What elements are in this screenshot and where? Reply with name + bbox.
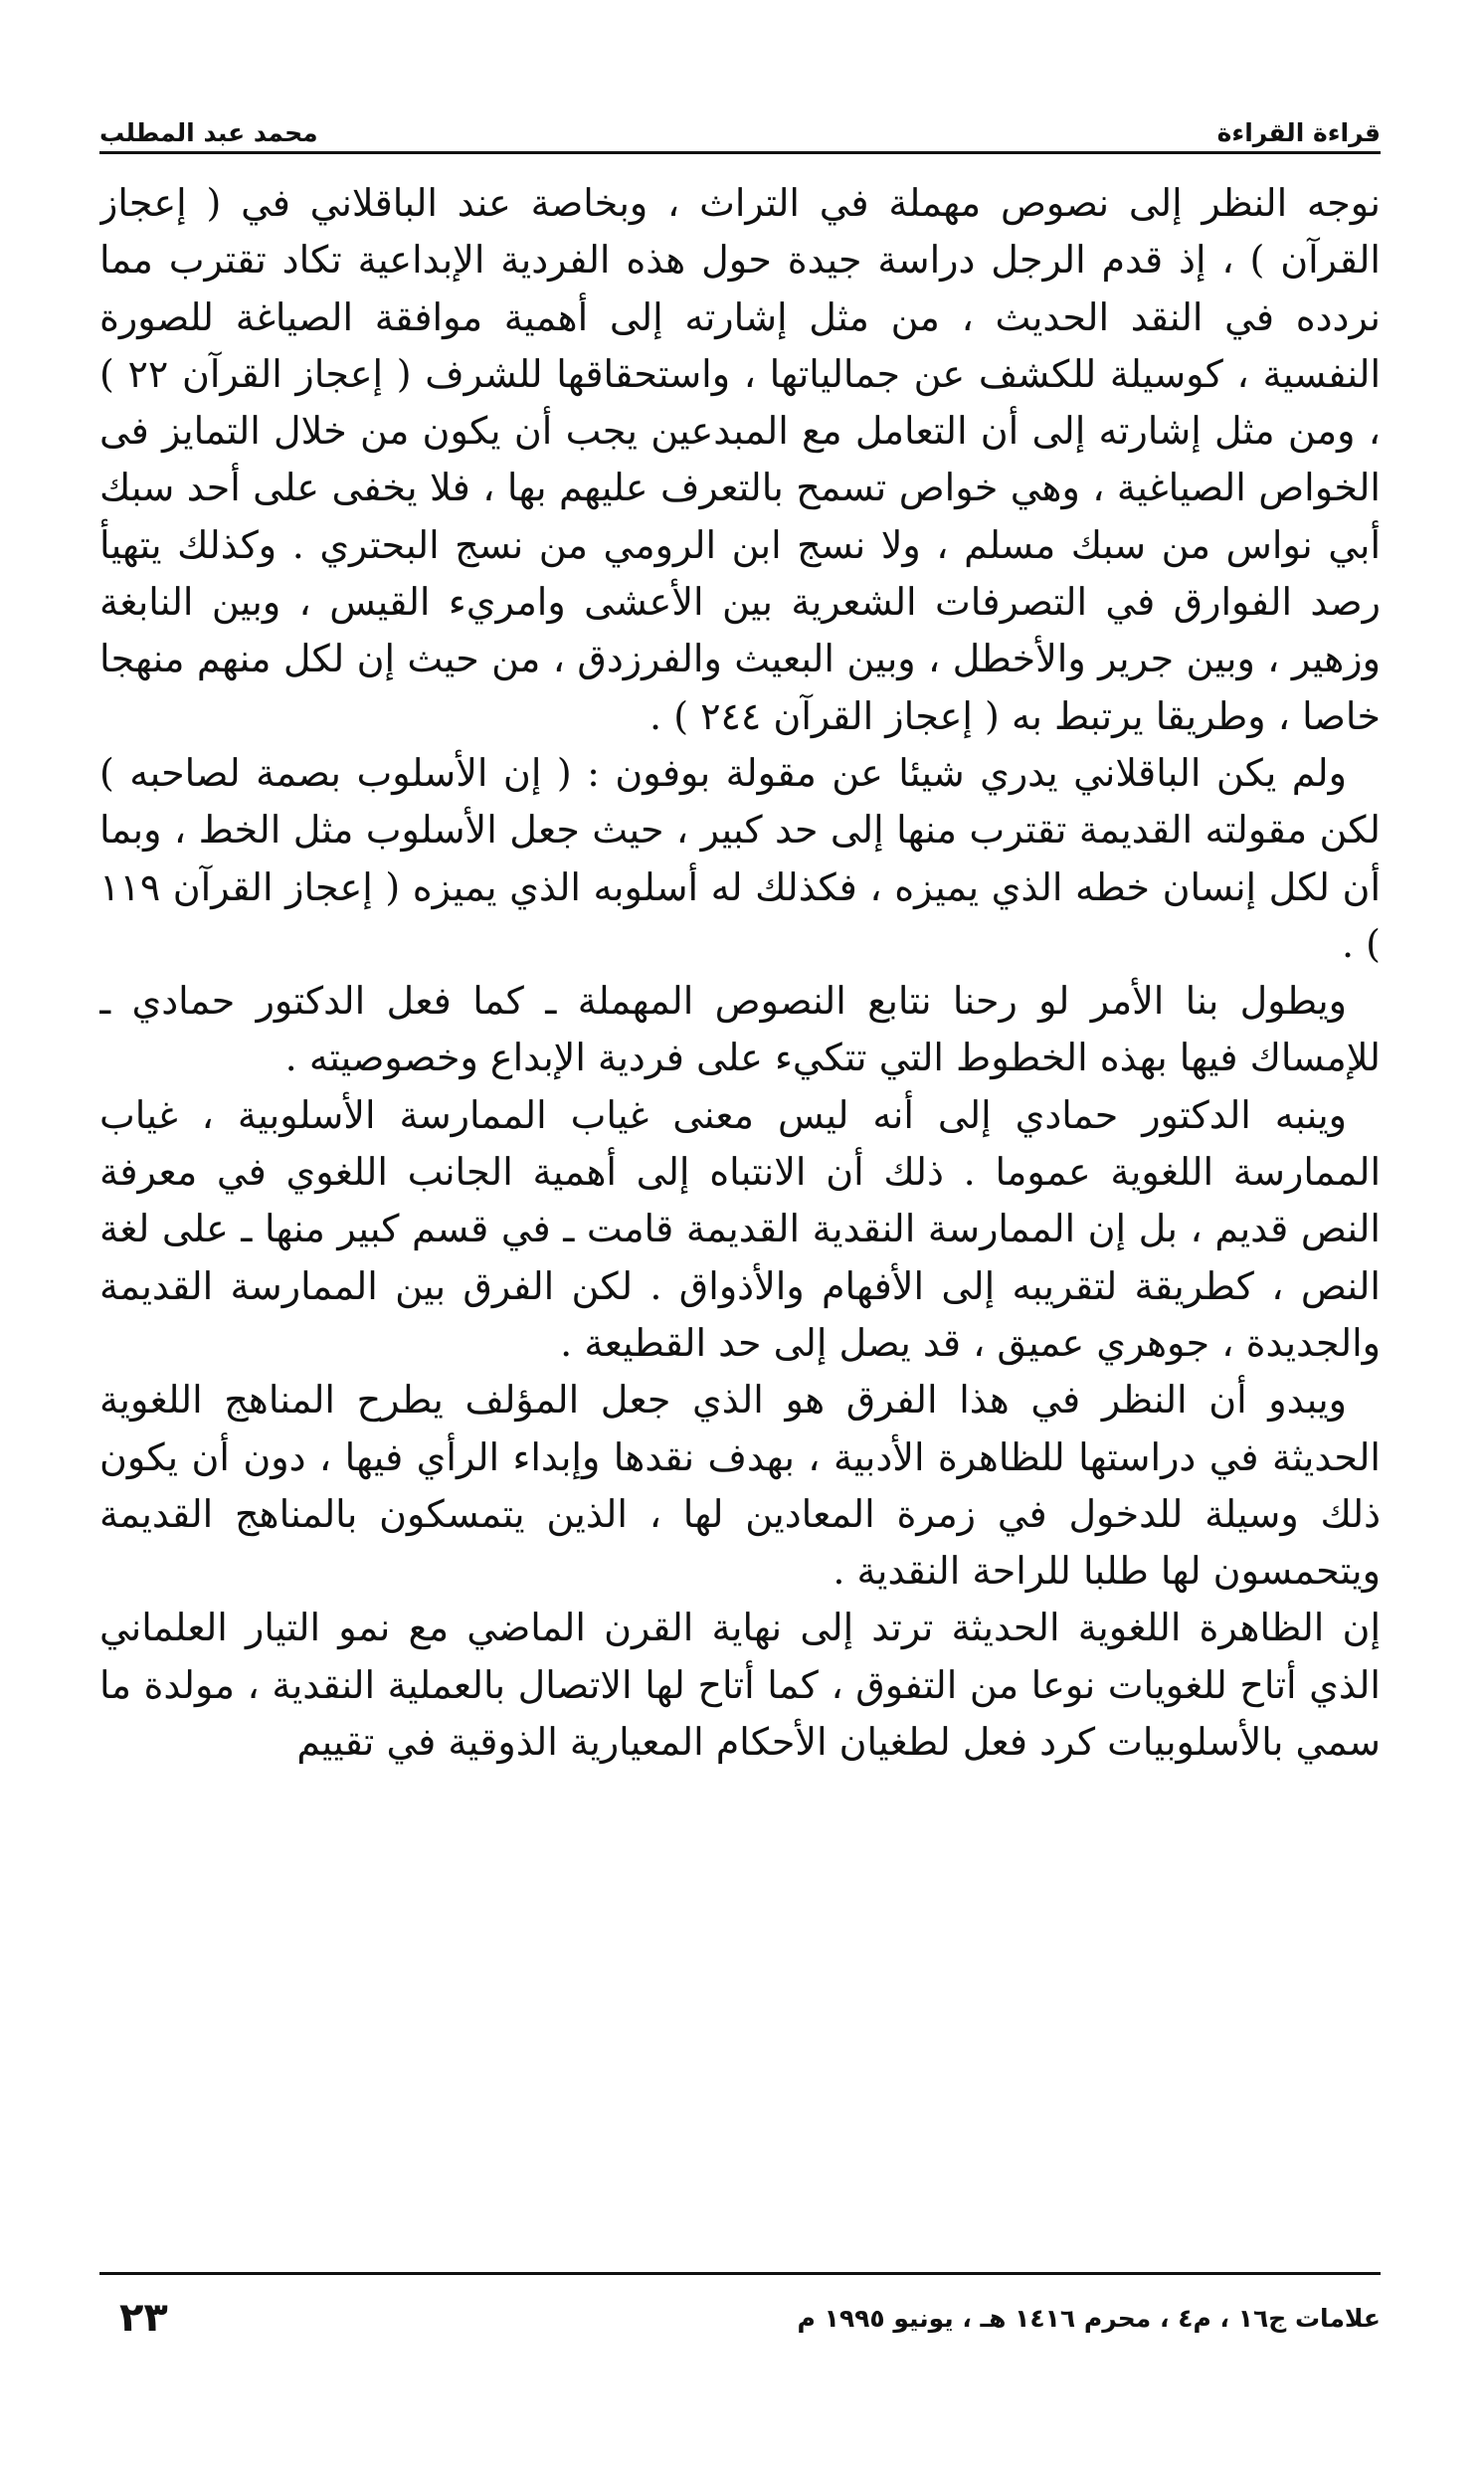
header-author: محمد عبد المطلب: [99, 118, 318, 147]
paragraph-1: نوجه النظر إلى نصوص مهملة في التراث ، وبخاصة عند الباقلاني في ( إعجاز القرآن ) ، إذ قدم الرجل دراسة جيدة حول هذه الفردية الإبداعية تكاد تقترب مما نردده في النقد الحديث ، من مثل إشارته إلى أهمية موافقة الصياغة للصورة النفسية ، كوسيلة للكشف عن جمالياتها ، واستحقاقها للشرف ( إعجاز القرآن ٢٢ ) ، ومن مثل إشارته إلى أن التعامل مع المبدعين يجب أن يكون من خلال التمايز فى الخواص الصياغية ، وهي خواص تسمح بالتعرف عليهم بها ، فلا يخفى على أحد سبك أبي نواس من سبك مسلم ، ولا نسج ابن الرومي من نسج البحتري . وكذلك يتهيأ رصد الفوارق في التصرفات الشعرية بين الأعشى وامريء القيس ، وبين النابغة وزهير ، وبين جرير والأخطل ، وبين البعيث والفرزدق ، من حيث إن لكل منهم منهجا خاصا ، وطريقا يرتبط به ( إعجاز القرآن ٢٤٤ ) .: [99, 181, 1381, 738]
page-number: ٢٣: [119, 2295, 168, 2341]
paragraph-2: ولم يكن الباقلاني يدري شيئا عن مقولة بوفون : ( إن الأسلوب بصمة لصاحبه ) لكن مقولته القديمة تقترب منها إلى حد كبير ، حيث جعل الأسلوب مثل الخط ، وبما أن لكل إنسان خطه الذي يميزه ، فكذلك له أسلوبه الذي يميزه ( إعجاز القرآن ١١٩ ) .: [99, 750, 1381, 966]
running-footer: [99, 2288, 1381, 2348]
paragraph-5: ويبدو أن النظر في هذا الفرق هو الذي جعل المؤلف يطرح المناهج اللغوية الحديثة في دراستها للظاهرة الأدبية ، بهدف نقدها وإبداء الرأي فيها ، دون أن يكون ذلك وسيلة للدخول في زمرة المعادين لها ، الذين يتمسكون بالمناهج القديمة ويتحمسون لها طلبا للراحة النقدية .: [99, 1378, 1381, 1594]
paragraph-4: وينبه الدكتور حمادي إلى أنه ليس معنى غياب الممارسة الأسلوبية ، غياب الممارسة اللغوية عموما . ذلك أن الانتباه إلى أهمية الجانب اللغوي في معرفة النص قديم ، بل إن الممارسة النقدية القديمة قامت ـ في قسم كبير منها ـ على لغة النص ، كطريقة لتقريبه إلى الأفهام والأذواق . لكن الفرق بين الممارسة القديمة والجديدة ، جوهري عميق ، قد يصل إلى حد القطيعة .: [99, 1092, 1381, 1365]
journal-issue-info: علامات ج١٦ ، م٤ ، محرم ١٤١٦ هـ ، يونيو ١٩٩٥ م: [797, 2303, 1381, 2333]
header-rule: [99, 151, 1381, 154]
paragraph-6: إن الظاهرة اللغوية الحديثة ترتد إلى نهاية القرن الماضي مع نمو التيار العلماني الذي أتاح للغويات نوعا من التفوق ، كما أتاح لها الاتصال بالعملية النقدية ، مولدة ما سمي بالأسلوبيات كرد فعل لطغيان الأحكام المعيارية الذوقية في تقييم: [99, 1606, 1381, 1765]
paragraph-3: ويطول بنا الأمر لو رحنا نتابع النصوص المهملة ـ كما فعل الدكتور حمادي ـ للإمساك فيها بهذه الخطوط التي تتكيء على فردية الإبداع وخصوصيته .: [99, 979, 1381, 1080]
article-body: [99, 175, 1381, 2218]
running-header: [99, 103, 1381, 147]
header-title: قراءة القراءة: [1216, 118, 1381, 147]
footer-rule: [99, 2272, 1381, 2275]
